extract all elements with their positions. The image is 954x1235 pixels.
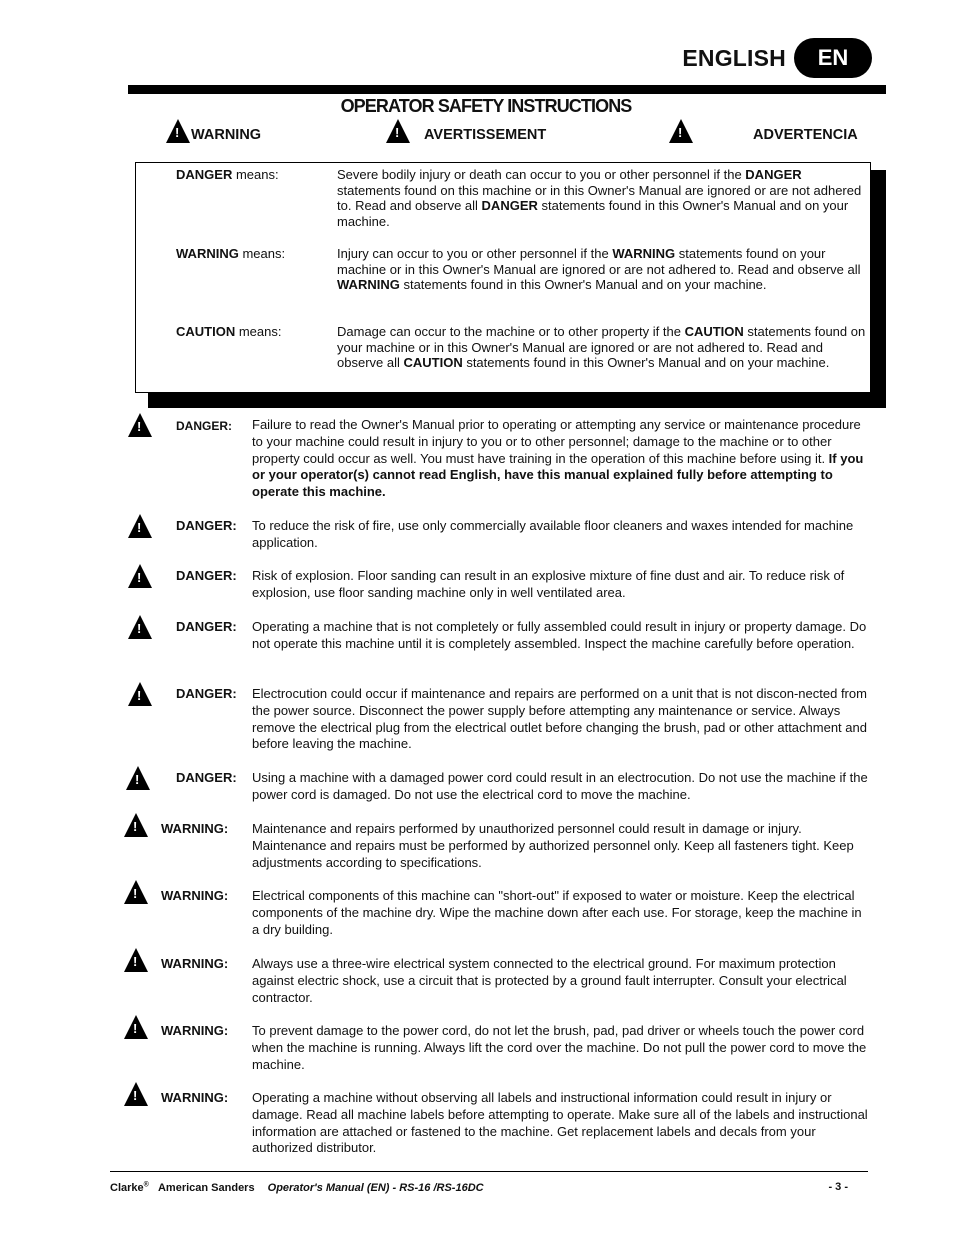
item-label: WARNING: [161, 1090, 229, 1105]
item-text: Operating a machine without observing all labels and instructional information could result in injury or damage. Read all machine labels before attempting to operate. Make sure all of the labels and instructional information are attached or fastened to the machine. Get replacement labels and decals from your authorized distributor. [252, 1090, 868, 1156]
language-code-badge: EN [794, 38, 872, 78]
danger-triangle-icon [128, 413, 152, 437]
footer-rule [110, 1171, 868, 1172]
footer-company: American Sanders [157, 1181, 255, 1194]
item-text: Electrocution could occur if maintenance and repairs are performed on a unit that is not discon-nected from the power source. Disconnect the power supply before attempting any maintenance or service. Always remove the electrical plug from the electrical outlet before changing the brush, pad or other attachment and before leaving the machine. [252, 686, 867, 752]
definition-text: Damage can occur to the machine or to other property if the CAUTION statements found on your machine or in this Owner's Manual are ignored or are not adhered to. Read and observe all CAUTION statements found in this Owner's Manual and on your machine. [337, 324, 866, 371]
signal-word-advertencia: ! ADVERTENCIA [669, 119, 858, 143]
top-rule [128, 85, 886, 94]
item-text: To reduce the risk of fire, use only commercially available floor cleaners and waxes intended for machine application. [252, 518, 854, 550]
warning-triangle-icon [124, 948, 148, 972]
danger-triangle-icon [126, 766, 150, 790]
item-label: DANGER: [176, 419, 232, 433]
item-text: Using a machine with a damaged power cord could result in an electrocution. Do not use the machine if the power cord is damaged. Do not use the electrical cord to move the machine. [252, 770, 868, 802]
item-text: To prevent damage to the power cord, do not let the brush, pad, pad driver or wheels touch the power cord when the machine is running. Always lift the cord over the machine. Do not pull the power cord to move the machine. [252, 1023, 867, 1072]
item-text: Always use a three-wire electrical system connected to the electrical ground. For maximum protection against electric shock, use a circuit that is protected by a ground fault interrupter. Consult your electrical contractor. [252, 956, 847, 1005]
warning-triangle-icon [124, 813, 148, 837]
item-label: DANGER: [176, 568, 237, 583]
signal-word-warning: ! WARNING [166, 119, 261, 143]
item-label: DANGER: [176, 686, 237, 701]
footer-manual-title: Operator's Manual (EN) - RS-16 /RS-16DC [267, 1181, 484, 1194]
item-label: DANGER: [176, 619, 237, 634]
page-footer: Clarke® American Sanders Operator's Manual (EN) - RS-16 /RS-16DC - 3 - [110, 1181, 848, 1194]
item-text: Electrical components of this machine can "short-out" if exposed to water or moisture. Keep the electrical components of the machine dry. Wipe the machine down after each use. For storage, keep the machine in a dry building. [252, 888, 862, 937]
footer-brand: Clarke [110, 1181, 144, 1194]
warning-triangle-icon [669, 119, 693, 143]
danger-triangle-icon [128, 564, 152, 588]
item-text: Maintenance and repairs performed by unauthorized personnel could result in damage or injury. Maintenance and repairs must be performed by authorized personnel only. Keep all fasteners tight. Keep adjustments according to specifications. [252, 821, 854, 870]
page-number: - 3 - [828, 1181, 848, 1193]
item-label: WARNING: [161, 1023, 229, 1038]
danger-triangle-icon [128, 514, 152, 538]
danger-triangle-icon [128, 615, 152, 639]
warning-triangle-icon [124, 1015, 148, 1039]
warning-triangle-icon [386, 119, 410, 143]
definitions-box: DANGER means: Severe bodily injury or death can occur to you or other personnel if the DANGER statements found on this machine or in this Owner's Manual are ignored or are not adhered to. Read and observe all DANGER statements found in this Owner's Manual and on your machine. WARNING means: Injury can occur to you or other personnel if the WARNING statements found on your machine or in this Owner's Manual are ignored or are not adhered to. Read and observe all WARNING statements found in this Owner's Manual and on your machine. CAUTION means: Damage can occur to the machine or to other property if the CAUTION statements found on your machine or in this Owner's Manual are ignored or are not adhered to. Read and observe all CAUTION statements found in this Owner's Manual and on your machine. [135, 162, 871, 393]
warning-triangle-icon [124, 1082, 148, 1106]
warning-triangle-icon [124, 880, 148, 904]
item-label: DANGER: [176, 770, 237, 785]
item-text: Failure to read the Owner's Manual prior to operating or attempting any service or maintenance procedure to your machine could result in injury to you or to other personnel; damage to the machine or to other property could occur as well. You must have training in the operation of this machine before using it. If you or your operator(s) cannot read English, have this manual explained fully before attempting to operate this machine. [252, 417, 864, 500]
page-title: OPERATOR SAFETY INSTRUCTIONS [340, 96, 632, 116]
item-text: Operating a machine that is not completely or fully assembled could result in injury or property damage. Do not operate this machine until it is completely assembled. Inspect the machine carefully before operation. [252, 619, 867, 651]
danger-triangle-icon [128, 682, 152, 706]
item-label: WARNING: [161, 956, 229, 971]
item-label: WARNING: [161, 821, 229, 836]
warning-triangle-icon [166, 119, 190, 143]
definition-text: Injury can occur to you or other personnel if the WARNING statements found on your machine or in this Owner's Manual are ignored or are not adhered to. Read and observe all WARNING statements found in this Owner's Manual and on your machine. [337, 246, 861, 293]
definition-text: Severe bodily injury or death can occur to you or other personnel if the DANGER statements found on this machine or in this Owner's Manual are ignored or are not adhered to. Read and observe all DANGER statements found in this Owner's Manual and on your machine. [337, 167, 862, 229]
item-label: WARNING: [161, 888, 229, 903]
item-label: DANGER: [176, 518, 237, 533]
item-text: Risk of explosion. Floor sanding can result in an explosive mixture of fine dust and air. To reduce risk of explosion, use floor sanding machine only in well ventilated area. [252, 568, 845, 600]
language-header [682, 38, 872, 78]
language-word: ENGLISH [682, 44, 786, 71]
signal-word-avertissement: ! AVERTISSEMENT [386, 119, 546, 143]
